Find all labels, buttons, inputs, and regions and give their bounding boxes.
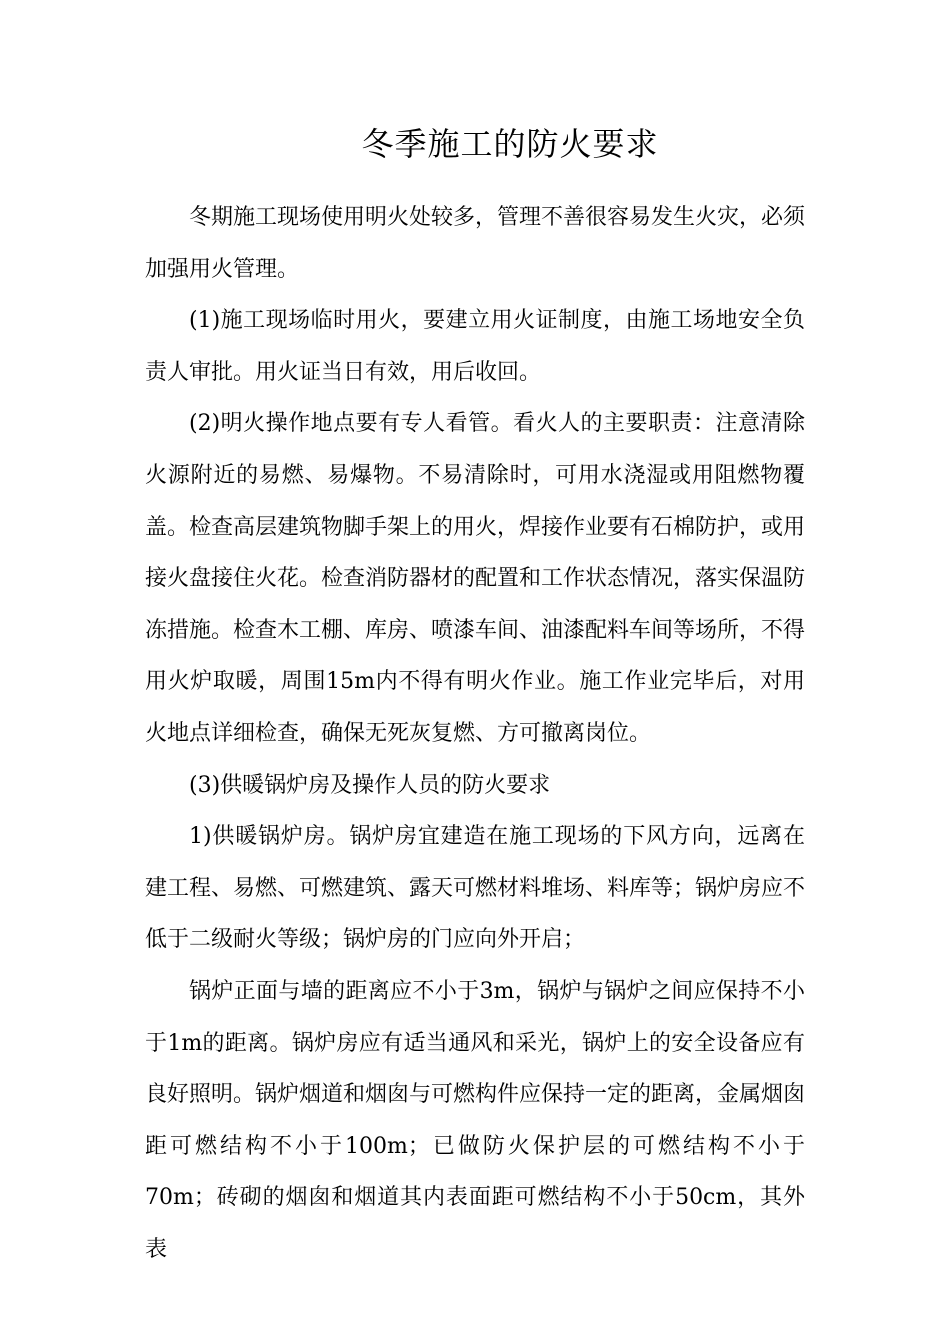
paragraph-item-1: (1)施工现场临时用火，要建立用火证制度，由施工场地安全负责人审批。用火证当日有效，用后收回。 — [145, 308, 805, 385]
document-body — [145, 192, 805, 1275]
paragraph-boiler-distance: 锅炉正面与墙的距离应不小于3m，锅炉与锅炉之间应保持不小于1m的距离。锅炉房应有适当通风和采光，锅炉上的安全设备应有良好照明。锅炉烟道和烟囱与可燃构件应保持一定的距离，金属烟囱距可燃结构不小于100m；已做防火保护层的可燃结构不小于70m；砖砌的烟囱和烟道其内表面距可燃结构不小于50cm，其外表 — [145, 978, 806, 1262]
document-title: 冬季施工的防火要求 — [361, 125, 659, 163]
paragraph-boiler-room: 1)供暖锅炉房。锅炉房宜建造在施工现场的下风方向，远离在建工程、易燃、可燃建筑、露天可燃材料堆场、料库等；锅炉房应不低于二级耐火等级；锅炉房的门应向外开启； — [145, 824, 806, 953]
paragraph-intro: 冬期施工现场使用明火处较多，管理不善很容易发生火灾，必须加强用火管理。 — [145, 205, 806, 282]
paragraph-item-3-heading: (3)供暖锅炉房及操作人员的防火要求 — [189, 772, 551, 798]
paragraph-item-2: (2)明火操作地点要有专人看管。看火人的主要职责：注意清除火源附近的易燃、易爆物。不易清除时，可用水浇湿或用阻燃物覆盖。检查高层建筑物脚手架上的用火，焊接作业要有石棉防护，或用接火盘接住火花。检查消防器材的配置和工作状态情况，落实保温防冻措施。检查木工棚、库房、喷漆车间、油漆配料车间等场所，不得用火炉取暖，周围15m内不得有明火作业。施工作业完毕后，对用火地点详细检查，确保无死灰复燃、方可撤离岗位。 — [145, 411, 806, 746]
